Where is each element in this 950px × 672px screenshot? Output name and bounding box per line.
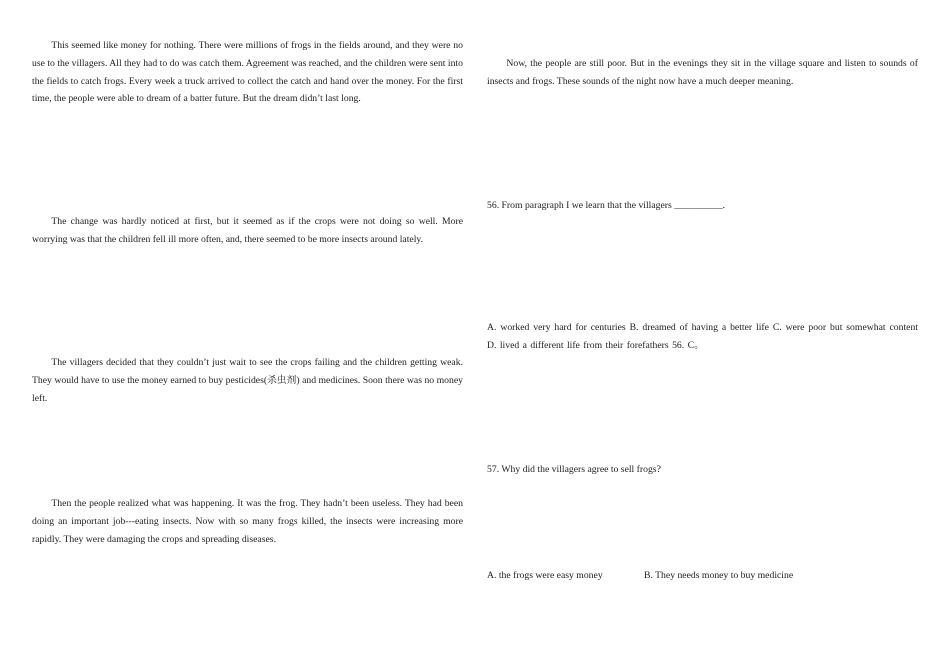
paragraph-villagers-decided: The villagers decided that they couldn’t just wait to see the crops failing and the children getting weak. They would have to use the money earned to buy pesticides(杀虫剂) and medicines. Soon there was no money left.	[32, 357, 463, 404]
question-57-option-b: B. They needs money to buy medicine	[644, 570, 794, 581]
question-56-stem: 56. From paragraph I we learn that the villagers __________.	[487, 200, 726, 211]
question-57-option-a: A. the frogs were easy money	[487, 570, 603, 581]
paragraph-frogs-money: This seemed like money for nothing. There were millions of frogs in the fields around, and they were no use to the villagers. All they had to do was catch them. Agreement was reached, and the children were sent into the fields to catch frogs. Every week a truck arrived to collect the catch and hand over the money. For the first time, the people were able to dream of a batter future. But the dream didn’t last long.	[32, 40, 463, 105]
paragraph-people-realized: Then the people realized what was happening. It was the frog. They hadn’t been useless. They had been doing an important job---eating insects. Now with so many frogs killed, the insects were increasing more rapidly. They were damaging the crops and spreading diseases.	[32, 498, 463, 545]
paragraph-still-poor: Now, the people are still poor. But in the evenings they sit in the village square and listen to sounds of insects and frogs. These sounds of the night now have a much deeper meaning.	[487, 58, 918, 87]
paragraph-change-noticed: The change was hardly noticed at first, but it seemed as if the crops were not doing so well. More worrying was that the children fell ill more often, and, there seemed to be more insects around lately.	[32, 216, 463, 245]
question-56-options: A. worked very hard for centuries B. dreamed of having a better life C. were poor but somewhat content D. lived a different life from their forefathers 56. C。	[487, 322, 918, 351]
question-57-stem: 57. Why did the villagers agree to sell frogs?	[487, 464, 661, 475]
